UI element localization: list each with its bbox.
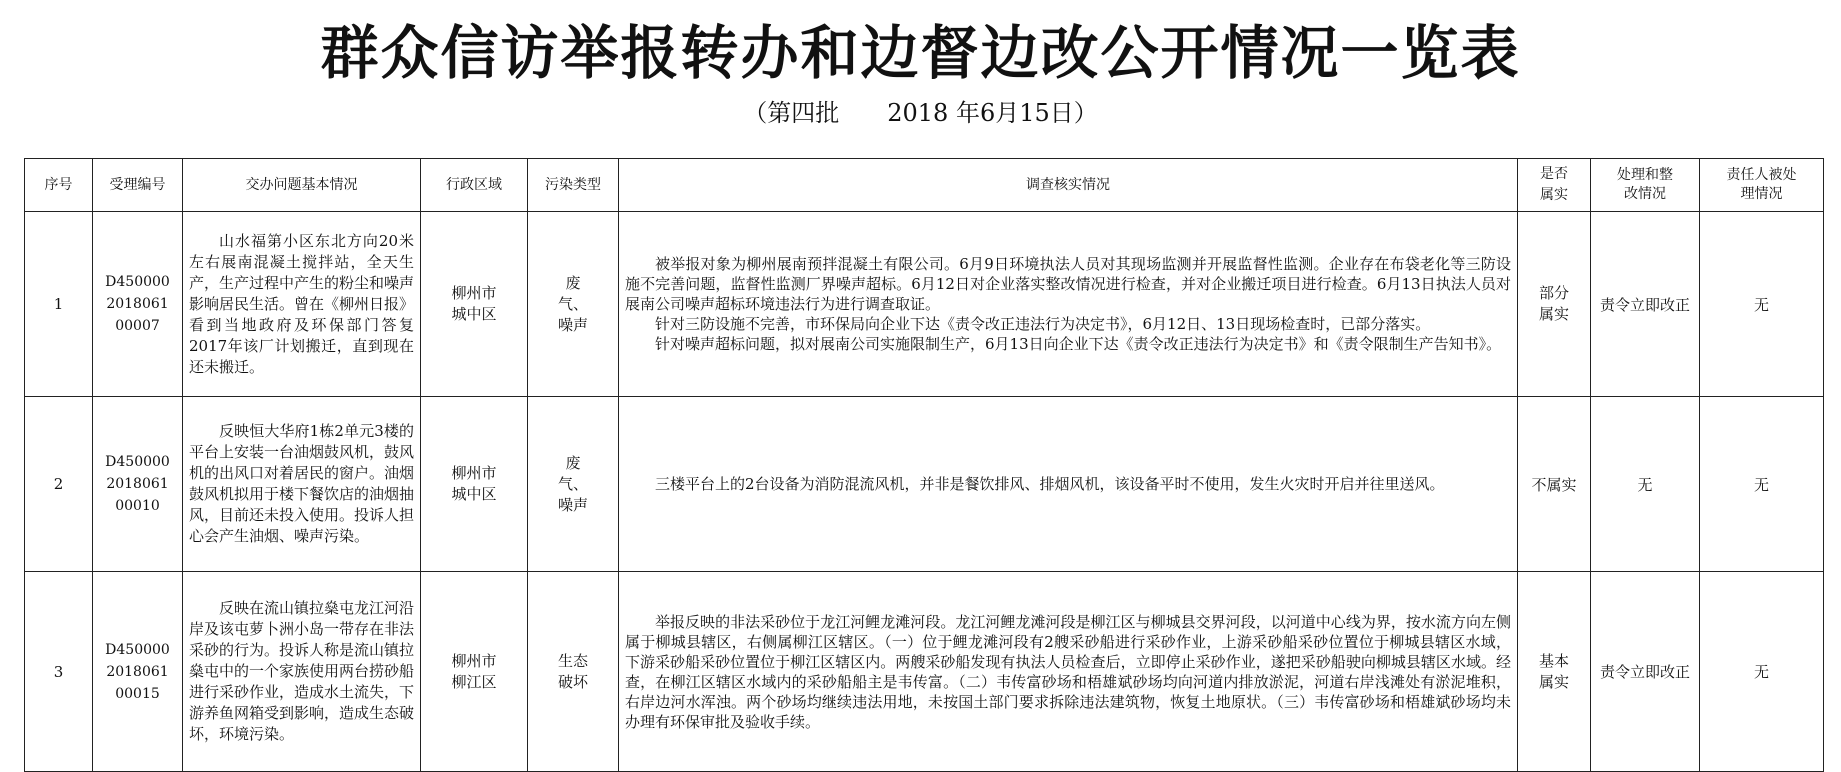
row-region — [421, 212, 528, 397]
row-verified-text: 部分属实 — [1538, 284, 1569, 323]
row-responsible: 无 — [1700, 212, 1824, 397]
row-finding — [619, 572, 1518, 772]
header-handling-label: 处理和整改情况 — [1616, 167, 1673, 202]
row-code-line: 00007 — [115, 318, 160, 334]
row-code-line: D450000 — [105, 641, 170, 658]
row-code-line: 00015 — [115, 685, 160, 702]
row-pollution — [528, 397, 619, 572]
row-code-line: 00010 — [115, 498, 160, 514]
row-code-line: 2018061 — [106, 663, 169, 680]
row-seq: 1 — [25, 212, 93, 397]
row-code-line: 2018061 — [106, 296, 169, 312]
row-pollution-text: 废气、噪声 — [557, 273, 588, 334]
row-seq: 3 — [25, 572, 93, 772]
header-responsible-label: 责任人被处理情况 — [1726, 167, 1797, 202]
finding-paragraph: 针对三防设施不完善，市环保局向企业下达《责令改正违法行为决定书》，6月12日、13日现场检查时，已部分落实。 — [655, 315, 1431, 333]
row-issue — [183, 397, 421, 572]
row-region-text: 柳州市城中区 — [451, 464, 497, 503]
table-row — [25, 397, 1824, 572]
row-region-text: 柳州市城中区 — [451, 284, 497, 323]
row-verified — [1518, 572, 1591, 772]
table-header-row — [25, 159, 1824, 212]
row-seq: 2 — [25, 397, 93, 572]
row-pollution-text: 废气、噪声 — [557, 453, 588, 514]
row-handling: 无 — [1591, 397, 1700, 572]
row-issue-text: 山水福第小区东北方向20米左右展南混凝土搅拌站，全天生产，生产过程中产生的粉尘和噪声影响居民生活。曾在《柳州日报》看到当地政府及环保部门答复2017年该厂计划搬迁，直到现在还未搬迁。 — [189, 231, 415, 376]
header-handling — [1591, 159, 1700, 212]
document-subtitle — [0, 98, 1841, 128]
row-handling: 责令立即改正 — [1591, 572, 1700, 772]
row-responsible: 无 — [1700, 397, 1824, 572]
row-verified — [1518, 212, 1591, 397]
finding-paragraph: 三楼平台上的2台设备为消防混流风机，并非是餐饮排风、排烟风机，该设备平时不使用，发生火灾时开启并往里送风。 — [655, 475, 1445, 493]
header-verified — [1518, 159, 1591, 212]
row-region — [421, 572, 528, 772]
row-pollution-text: 生态破坏 — [557, 651, 588, 691]
row-pollution — [528, 572, 619, 772]
row-code — [93, 397, 183, 572]
finding-paragraph: 针对噪声超标问题，拟对展南公司实施限制生产，6月13日向企业下达《责令改正违法行为决定书》和《责令限制生产告知书》。 — [655, 335, 1502, 353]
finding-paragraph: 举报反映的非法采砂位于龙江河鲤龙滩河段。龙江河鲤龙滩河段是柳江区与柳城县交界河段，以河道中心线为界，按水流方向左侧属于柳城县辖区，右侧属柳江区辖区。（一）位于鲤龙滩河段有2艘采砂船进行采砂作业，上游采砂船采砂位置位于柳城县辖区水域，下游采砂船采砂位置位于柳江区辖区内。两艘采砂船发现有执法人员检查后，立即停止采砂作业，遂把采砂船驶向柳城县辖区水域。经查，在柳江区辖区水域内的采砂船船主是韦传富。（二）韦传富砂场和梧雄斌砂场均向河道内排放淤泥，河道右岸浅滩处有淤泥堆积，右岸边河水浑浊。两个砂场均继续违法用地，未按国土部门要求拆除违法建筑物，恢复土地原状。（三）韦传富砂场和梧雄斌砂场均未办理有环保审批及验收手续。 — [625, 612, 1511, 731]
row-issue — [183, 212, 421, 397]
document-title: 群众信访举报转办和边督边改公开情况一览表 — [320, 19, 1521, 87]
row-issue-text: 反映在流山镇拉燊屯龙江河沿岸及该屯萝卜洲小岛一带存在非法采砂的行为。投诉人称是流山镇拉燊屯中的一个家族使用两台捞砂船进行采砂作业，造成水土流失，下游养鱼网箱受到影响，造成生态破坏，环境污染。 — [189, 599, 415, 743]
finding-paragraph: 被举报对象为柳州展南预拌混凝土有限公司。6月9日环境执法人员对其现场监测并开展监督性监测。企业存在布袋老化等三防设施不完善问题，监督性监测厂界噪声超标。6月12日对企业落实整改情况进行检查，并对企业搬迁项目进行检查。6月13日执法人员对展南公司噪声超标环境违法行为进行调查取证。 — [625, 255, 1511, 313]
row-code-line: D450000 — [105, 454, 170, 470]
row-issue-text: 反映恒大华府1栋2单元3楼的平台上安装一台油烟鼓风机，鼓风机的出风口对着居民的窗户。油烟鼓风机拟用于楼下餐饮店的油烟抽风，目前还未投入使用。投诉人担心会产生油烟、噪声污染。 — [189, 422, 415, 545]
subtitle-date: 2018 年6月15日） — [887, 99, 1098, 127]
subtitle-batch: （第四批 — [743, 99, 840, 127]
row-region-text: 柳州市柳江区 — [451, 651, 497, 691]
header-code: 受理编号 — [93, 159, 183, 212]
row-responsible: 无 — [1700, 572, 1824, 772]
header-verified-label: 是否属实 — [1540, 166, 1568, 203]
header-issue: 交办问题基本情况 — [183, 159, 421, 212]
header-region: 行政区域 — [421, 159, 528, 212]
table-row — [25, 212, 1824, 397]
row-finding — [619, 212, 1518, 397]
row-region — [421, 397, 528, 572]
row-verified-text: 基本属实 — [1538, 651, 1569, 691]
row-issue — [183, 572, 421, 772]
report-table — [24, 158, 1824, 772]
header-responsible — [1700, 159, 1824, 212]
table-row — [25, 572, 1824, 772]
header-finding: 调查核实情况 — [619, 159, 1518, 212]
row-code — [93, 212, 183, 397]
row-verified: 不属实 — [1518, 397, 1591, 572]
row-finding — [619, 397, 1518, 572]
row-code-line: D450000 — [105, 274, 170, 290]
row-code-line: 2018061 — [106, 476, 169, 492]
row-code — [93, 572, 183, 772]
header-seq: 序号 — [25, 159, 93, 212]
row-handling: 责令立即改正 — [1591, 212, 1700, 397]
row-pollution — [528, 212, 619, 397]
header-pollution: 污染类型 — [528, 159, 619, 212]
